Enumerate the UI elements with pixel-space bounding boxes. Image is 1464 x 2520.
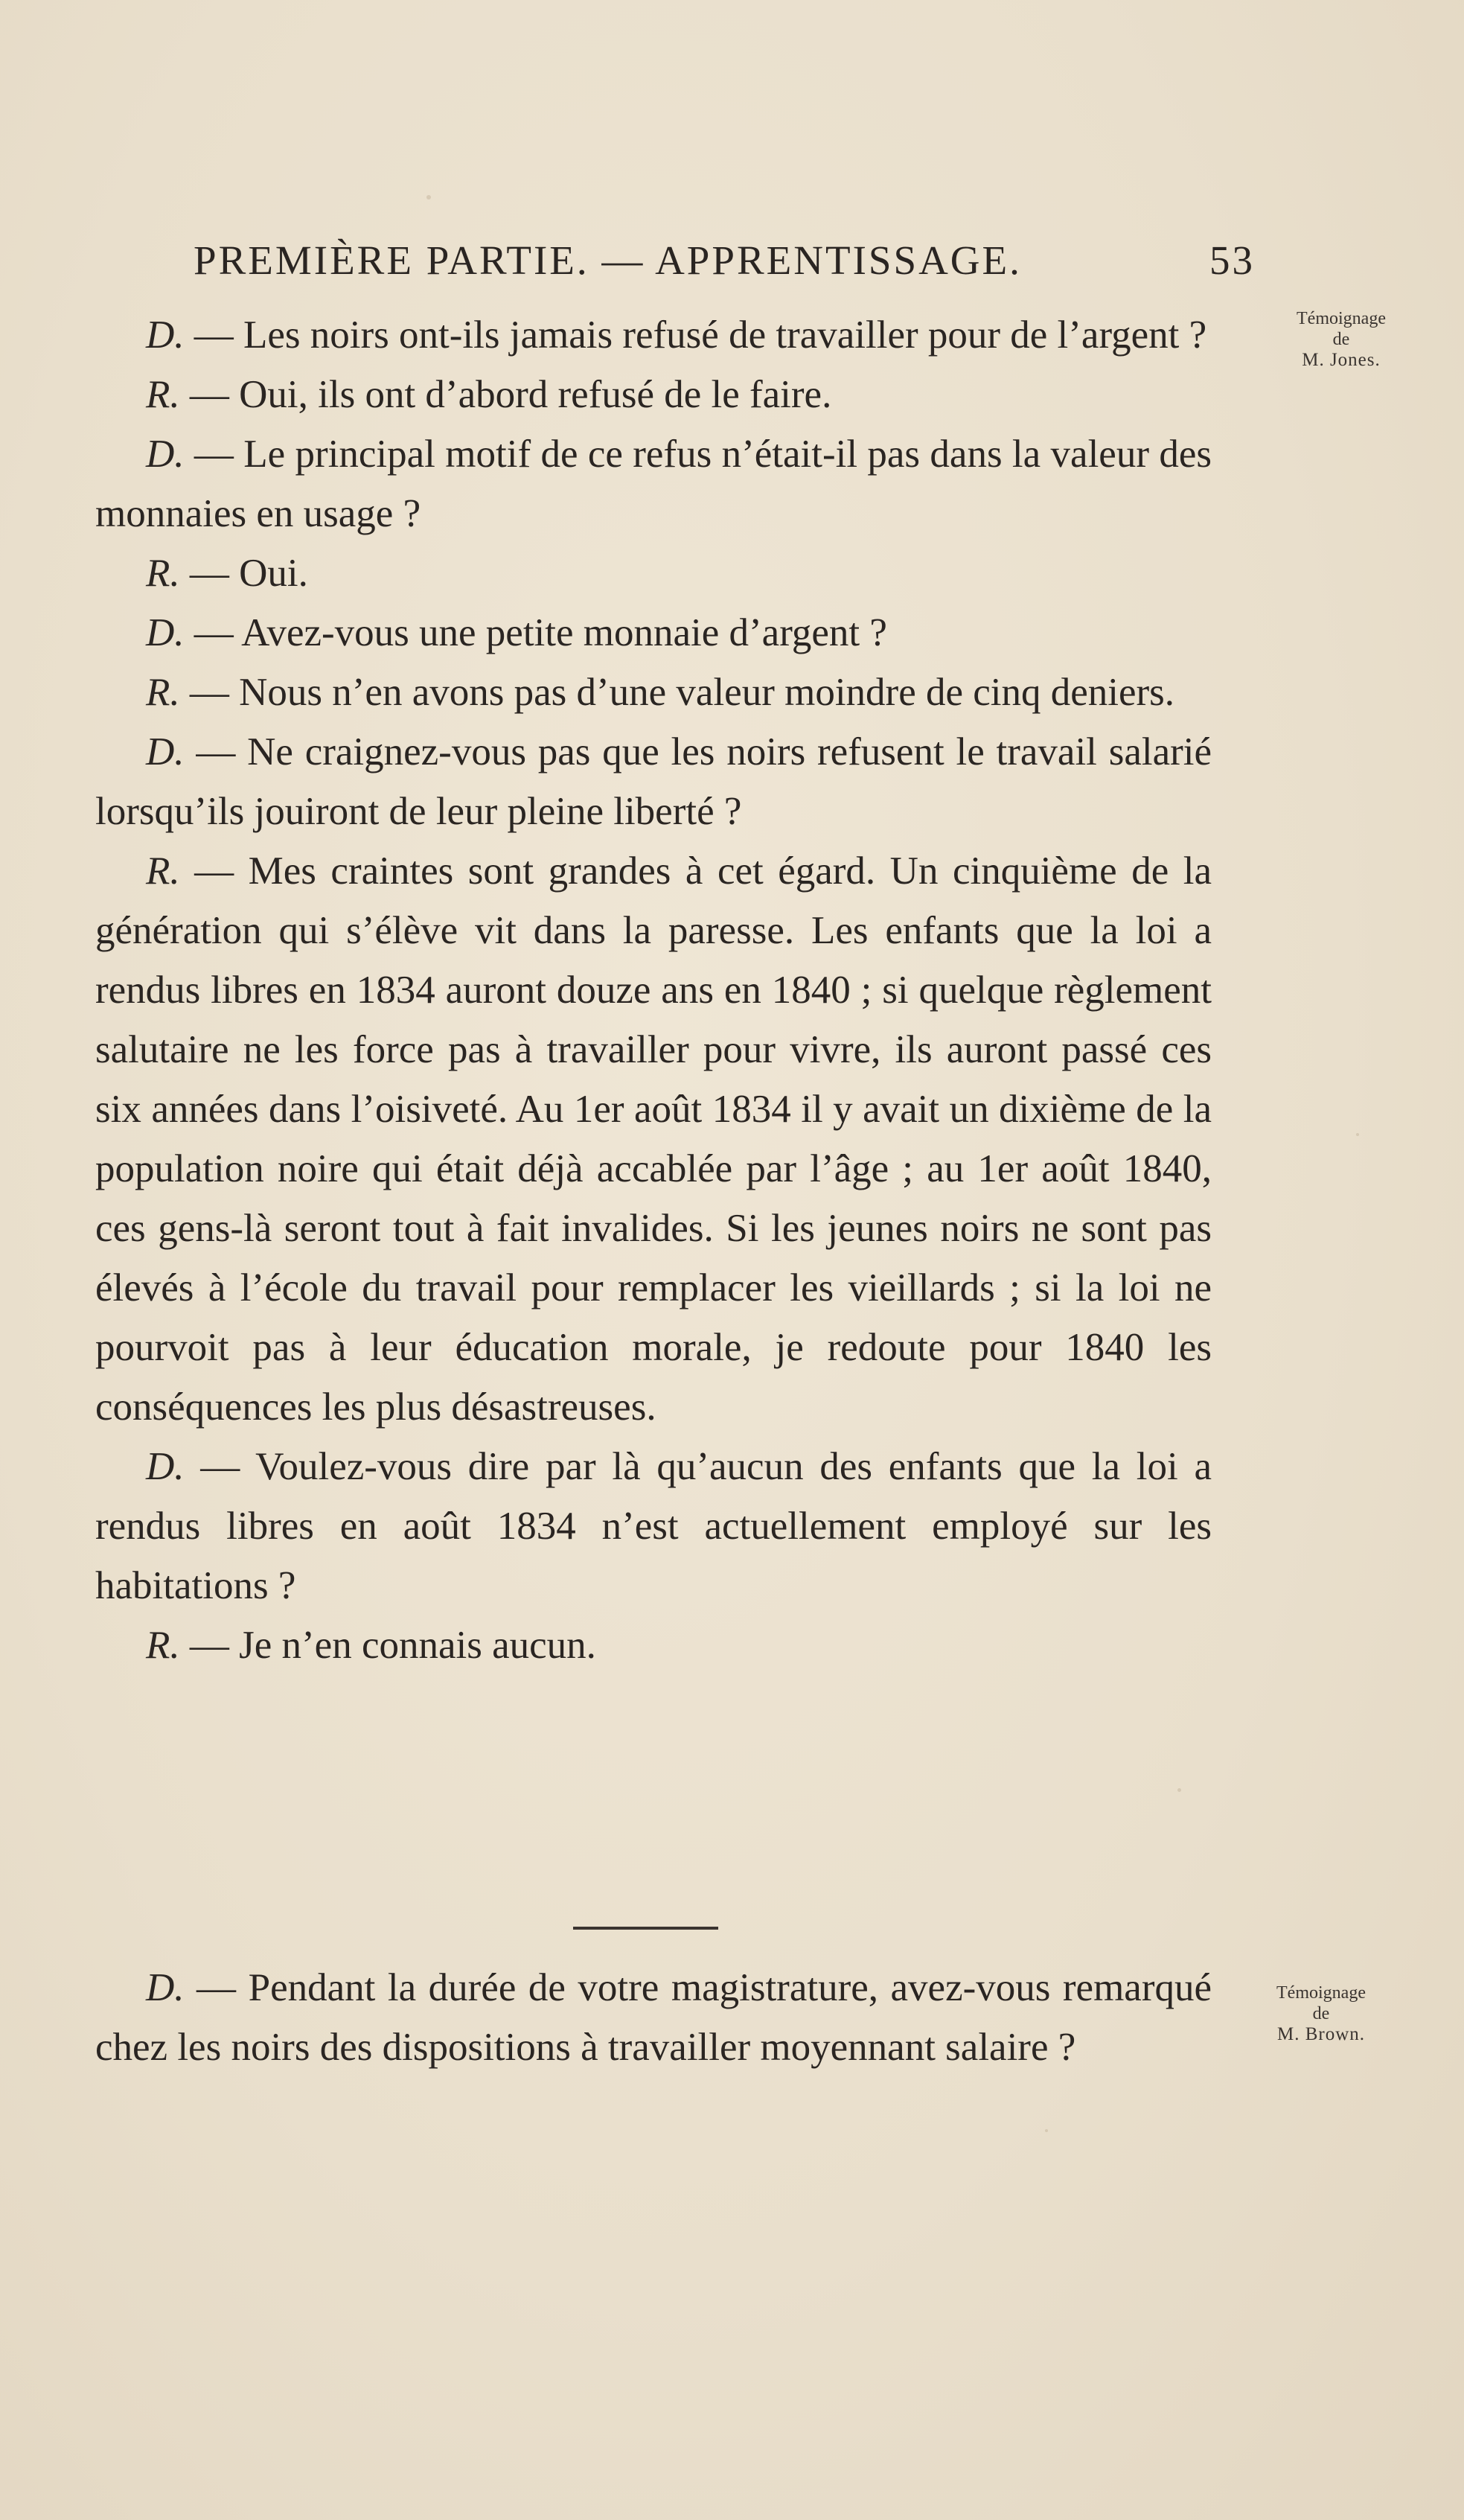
running-head: [194, 237, 1255, 296]
margin-note-label: Témoignage: [1297, 309, 1386, 328]
speaker-label: R.: [146, 373, 180, 416]
paragraph-text: — Oui.: [179, 552, 308, 595]
section-divider: [573, 1927, 718, 1930]
paper-speck: [1045, 2129, 1048, 2132]
paragraph-text: — Nous n’en avons pas d’une valeur moindre de cinq deniers.: [179, 671, 1175, 714]
running-head-title: PREMIÈRE PARTIE. — APPRENTISSAGE.: [194, 237, 1022, 283]
testimony-brown: [95, 1958, 1212, 2077]
margin-note-jones: [1256, 308, 1427, 371]
margin-note-de: de: [1332, 330, 1350, 349]
paragraph: [95, 424, 1212, 543]
speaker-label: D.: [146, 730, 185, 773]
margin-note-label: Témoignage: [1276, 1983, 1366, 2003]
speaker-label: D.: [146, 1966, 185, 2009]
margin-note-brown: [1236, 1982, 1407, 2045]
paragraph: [95, 543, 1212, 603]
paragraph-text: — Les noirs ont-ils jamais refusé de travailler pour de l’argent ?: [184, 313, 1207, 357]
paragraph: [95, 1437, 1212, 1615]
speaker-label: D.: [146, 1445, 185, 1488]
speaker-label: R.: [146, 849, 180, 893]
paper-speck: [426, 195, 431, 200]
page-number: 53: [1209, 237, 1255, 283]
paragraph-text: — Avez-vous une petite monnaie d’argent ?: [184, 611, 887, 654]
margin-note-name: M. Brown.: [1276, 2024, 1366, 2044]
speaker-label: R.: [146, 671, 180, 714]
paragraph-text: — Ne craignez-vous pas que les noirs refusent le travail salarié lorsqu’ils jouiront de leur pleine liberté ?: [95, 730, 1212, 833]
paragraph: [95, 1958, 1212, 2077]
paragraph-text: — Mes craintes sont grandes à cet égard. Un cinquième de la génération qui s’élève vit dans la paresse. Les enfants que la loi a rendus libres en 1834 auront douze ans en 1840 ; si quelque règlement salutaire ne les force pas à travailler pour vivre, ils auront passé ces six années dans l’oisiveté. Au 1er août 1834 il y avait un dixième de la population noire qui était déjà accablée par l’âge ; au 1er août 1840, ces gens-là seront tout à fait invalides. Si les jeunes noirs ne sont pas élevés à l’école du travail pour remplacer les vieillards ; si la loi ne pourvoit pas à leur éducation morale, je redoute pour 1840 les conséquences les plus désastreuses.: [95, 849, 1212, 1429]
paragraph-text: — Voulez-vous dire par là qu’aucun des enfants que la loi a rendus libres en août 1834 n’est actuellement employé sur les habitations ?: [95, 1445, 1212, 1607]
paragraph: [95, 722, 1212, 841]
speaker-label: D.: [146, 611, 185, 654]
speaker-label: D.: [146, 433, 185, 476]
margin-note-de: de: [1312, 2004, 1330, 2023]
paragraph: [95, 663, 1212, 722]
testimony-jones: [95, 305, 1212, 1675]
paragraph-text: — Pendant la durée de votre magistrature, avez-vous remarqué chez les noirs des dispositions à travailler moyennant salaire ?: [95, 1966, 1212, 2069]
paragraph: [95, 365, 1212, 424]
paragraph: [95, 305, 1212, 365]
paragraph: [95, 1615, 1212, 1675]
paper-speck: [1356, 1133, 1359, 1136]
paragraph-text: — Le principal motif de ce refus n’était-il pas dans la valeur des monnaies en usage ?: [95, 433, 1212, 535]
paragraph-text: — Oui, ils ont d’abord refusé de le faire.: [179, 373, 832, 416]
speaker-label: R.: [146, 552, 180, 595]
speaker-label: D.: [146, 313, 185, 357]
speaker-label: R.: [146, 1624, 180, 1667]
margin-note-name: M. Jones.: [1302, 350, 1381, 370]
paper-speck: [1177, 1788, 1181, 1792]
paragraph: [95, 603, 1212, 663]
paragraph-text: — Je n’en connais aucun.: [179, 1624, 596, 1667]
paragraph: [95, 841, 1212, 1437]
